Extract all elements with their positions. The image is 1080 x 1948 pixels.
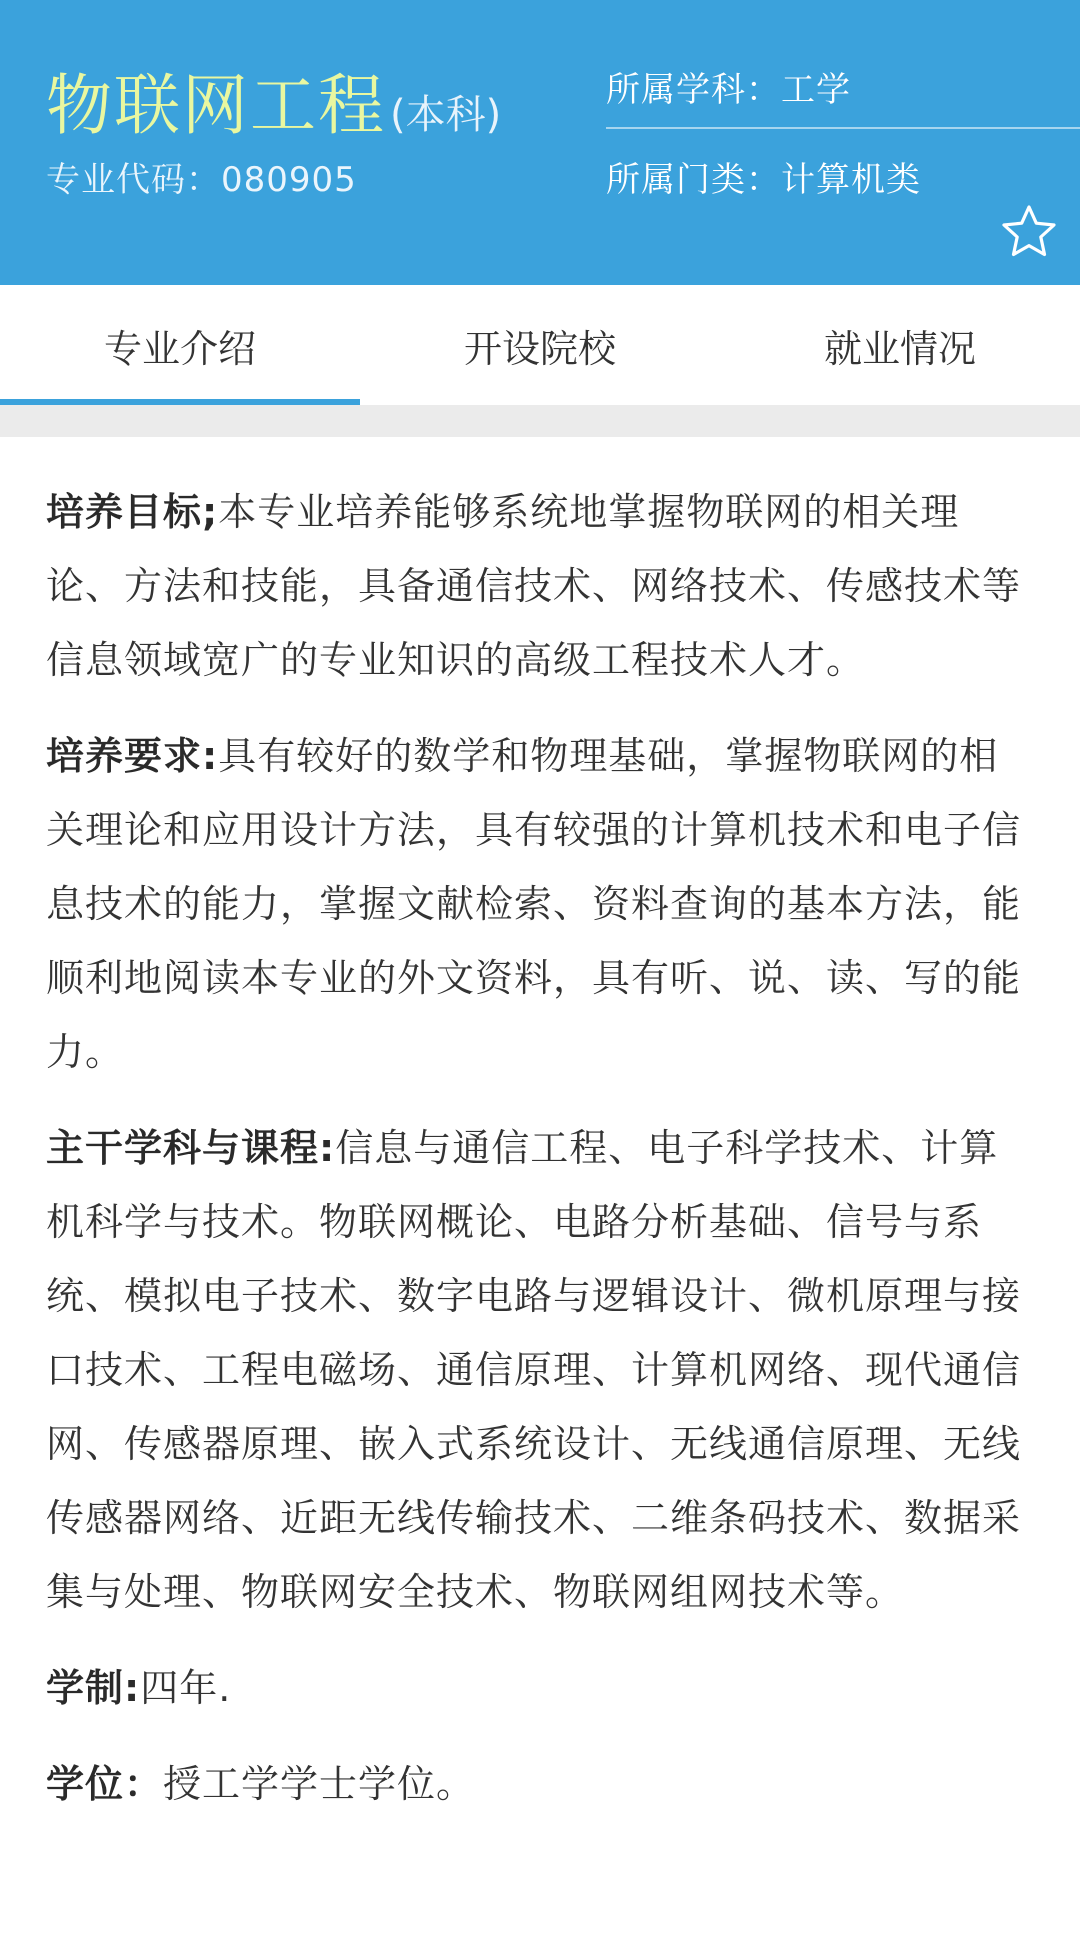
duration-paragraph bbox=[46, 1651, 1034, 1725]
requirements-text: 具有较好的数学和物理基础，掌握物联网的相关理论和应用设计方法，具有较强的计算机技术和电子信息技术的能力，掌握文献检索、资料查询的基本方法，能顺利地阅读本专业的外文资料，具有听、说、读、写的能力。 bbox=[46, 734, 1022, 1074]
tab-bar bbox=[0, 285, 1080, 405]
degree-paragraph bbox=[46, 1747, 1034, 1821]
degree-text: 授工学学士学位。 bbox=[163, 1762, 476, 1806]
tab-major-intro[interactable]: 专业介绍 bbox=[0, 285, 360, 405]
major-level: (本科) bbox=[390, 92, 502, 138]
meta-divider bbox=[606, 127, 1080, 129]
courses-paragraph bbox=[46, 1111, 1034, 1629]
goal-label: 培养目标; bbox=[46, 490, 219, 534]
major-code: 专业代码：080905 bbox=[46, 160, 357, 200]
discipline-label: 所属学科：工学 bbox=[606, 70, 851, 110]
goal-paragraph bbox=[46, 475, 1034, 697]
duration-label: 学制: bbox=[46, 1666, 141, 1710]
star-outline-icon bbox=[1000, 203, 1058, 261]
major-header bbox=[0, 0, 1080, 285]
major-name: 物联网工程 bbox=[46, 67, 386, 144]
duration-text: 四年. bbox=[140, 1666, 232, 1710]
tab-separator bbox=[0, 405, 1080, 437]
requirements-label: 培养要求: bbox=[46, 734, 219, 778]
courses-label: 主干学科与课程: bbox=[46, 1126, 336, 1170]
goal-text: 本专业培养能够系统地掌握物联网的相关理论、方法和技能，具备通信技术、网络技术、传感技术等信息领域宽广的专业知识的高级工程技术人才。 bbox=[46, 490, 1022, 682]
tab-employment[interactable]: 就业情况 bbox=[823, 326, 976, 371]
category-label: 所属门类：计算机类 bbox=[606, 160, 921, 200]
tab-colleges[interactable]: 开设院校 bbox=[463, 326, 616, 371]
major-title-row bbox=[46, 52, 501, 147]
major-intro-content bbox=[0, 437, 1080, 1821]
favorite-button[interactable] bbox=[1000, 203, 1058, 261]
degree-label: 学位： bbox=[46, 1762, 164, 1806]
requirements-paragraph bbox=[46, 719, 1034, 1089]
courses-text: 信息与通信工程、电子科学技术、计算机科学与技术。物联网概论、电路分析基础、信号与系统、模拟电子技术、数字电路与逻辑设计、微机原理与接口技术、工程电磁场、通信原理、计算机网络、现代通信网、传感器原理、嵌入式系统设计、无线通信原理、无线传感器网络、近距无线传输技术、二维条码技术、数据采集与处理、物联网安全技术、物联网组网技术等。 bbox=[46, 1126, 1022, 1614]
